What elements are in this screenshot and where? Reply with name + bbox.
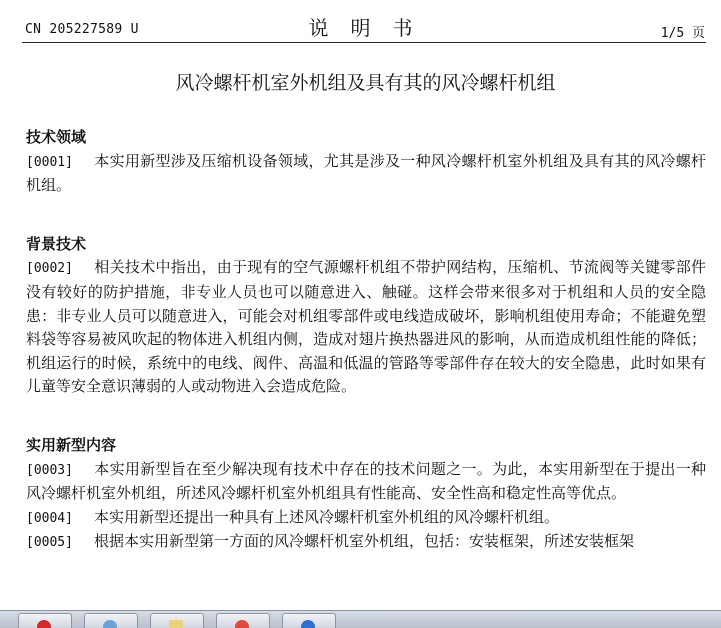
paragraph-0005 bbox=[26, 530, 706, 555]
taskbar-button-notes[interactable] bbox=[150, 613, 204, 628]
document-body bbox=[26, 126, 706, 555]
paragraph-number: [0002] bbox=[26, 261, 73, 277]
heading-technical-field: 技术领域 bbox=[26, 128, 87, 146]
patent-number: CN 205227589 U bbox=[25, 22, 139, 37]
paragraph-0001 bbox=[26, 150, 706, 198]
heading-background: 背景技术 bbox=[26, 234, 87, 253]
paragraph-number: [0005] bbox=[26, 535, 73, 551]
paragraph-0002 bbox=[26, 256, 706, 399]
taskbar-button-pdf[interactable] bbox=[18, 613, 72, 628]
paragraph-0004 bbox=[26, 506, 706, 531]
paragraph-text: 根据本实用新型第一方面的风冷螺杆机室外机组，包括：安装框架，所述安装框架 bbox=[94, 532, 635, 551]
taskbar-button-app[interactable] bbox=[282, 613, 336, 628]
paragraph-number: [0004] bbox=[26, 510, 73, 526]
paragraph-text: 本实用新型涉及压缩机设备领域，尤其是涉及一种风冷螺杆机室外机组及具有其的风冷螺杆机组。 bbox=[26, 151, 706, 195]
document-title: 风冷螺杆机室外机组及具有其的风冷螺杆机组 bbox=[175, 72, 556, 94]
header-rule bbox=[22, 42, 706, 43]
heading-content: 实用新型内容 bbox=[26, 435, 117, 454]
page-indicator: 1/5 页 bbox=[660, 26, 705, 41]
document-type: 说明书 bbox=[308, 16, 435, 40]
paragraph-number: [0003] bbox=[26, 462, 73, 478]
paragraph-text: 本实用新型还提出一种具有上述风冷螺杆机室外机组的风冷螺杆机组。 bbox=[94, 507, 560, 526]
section-gap bbox=[26, 399, 706, 434]
paragraph-number: [0001] bbox=[26, 154, 73, 170]
section-gap bbox=[26, 198, 706, 233]
paragraph-0003 bbox=[26, 458, 706, 506]
paragraph-text: 相关技术中指出，由于现有的空气源螺杆机组不带护网结构，压缩机、节流阀等关键零部件没有较好的防护措施，非专业人员也可以随意进入、触碰。这样会带来很多对于机组和人员的安全隐患：非专业人员可以随意进入，可能会对机组零部件或电线造成破坏，影响机组使用寿命；不能避免塑料袋等容易被风吹起的物体进入机组内侧，造成对翅片换热器进风的影响，从而造成机组性能的降低；机组运行的时候，系统中的电线、阀件、高温和低温的管路等零部件存在较大的安全隐患，此时如果有儿童等安全意识薄弱的人或动物进入会造成危险。 bbox=[26, 258, 706, 396]
taskbar bbox=[0, 610, 721, 628]
paragraph-text: 本实用新型旨在至少解决现有技术中存在的技术问题之一。为此，本实用新型在于提出一种风冷螺杆机室外机组，所述风冷螺杆机室外机组具有性能高、安全性高和稳定性高等优点。 bbox=[26, 459, 706, 503]
page-header bbox=[0, 0, 721, 44]
taskbar-button-chrome[interactable] bbox=[216, 613, 270, 628]
taskbar-button-paint[interactable] bbox=[84, 613, 138, 628]
